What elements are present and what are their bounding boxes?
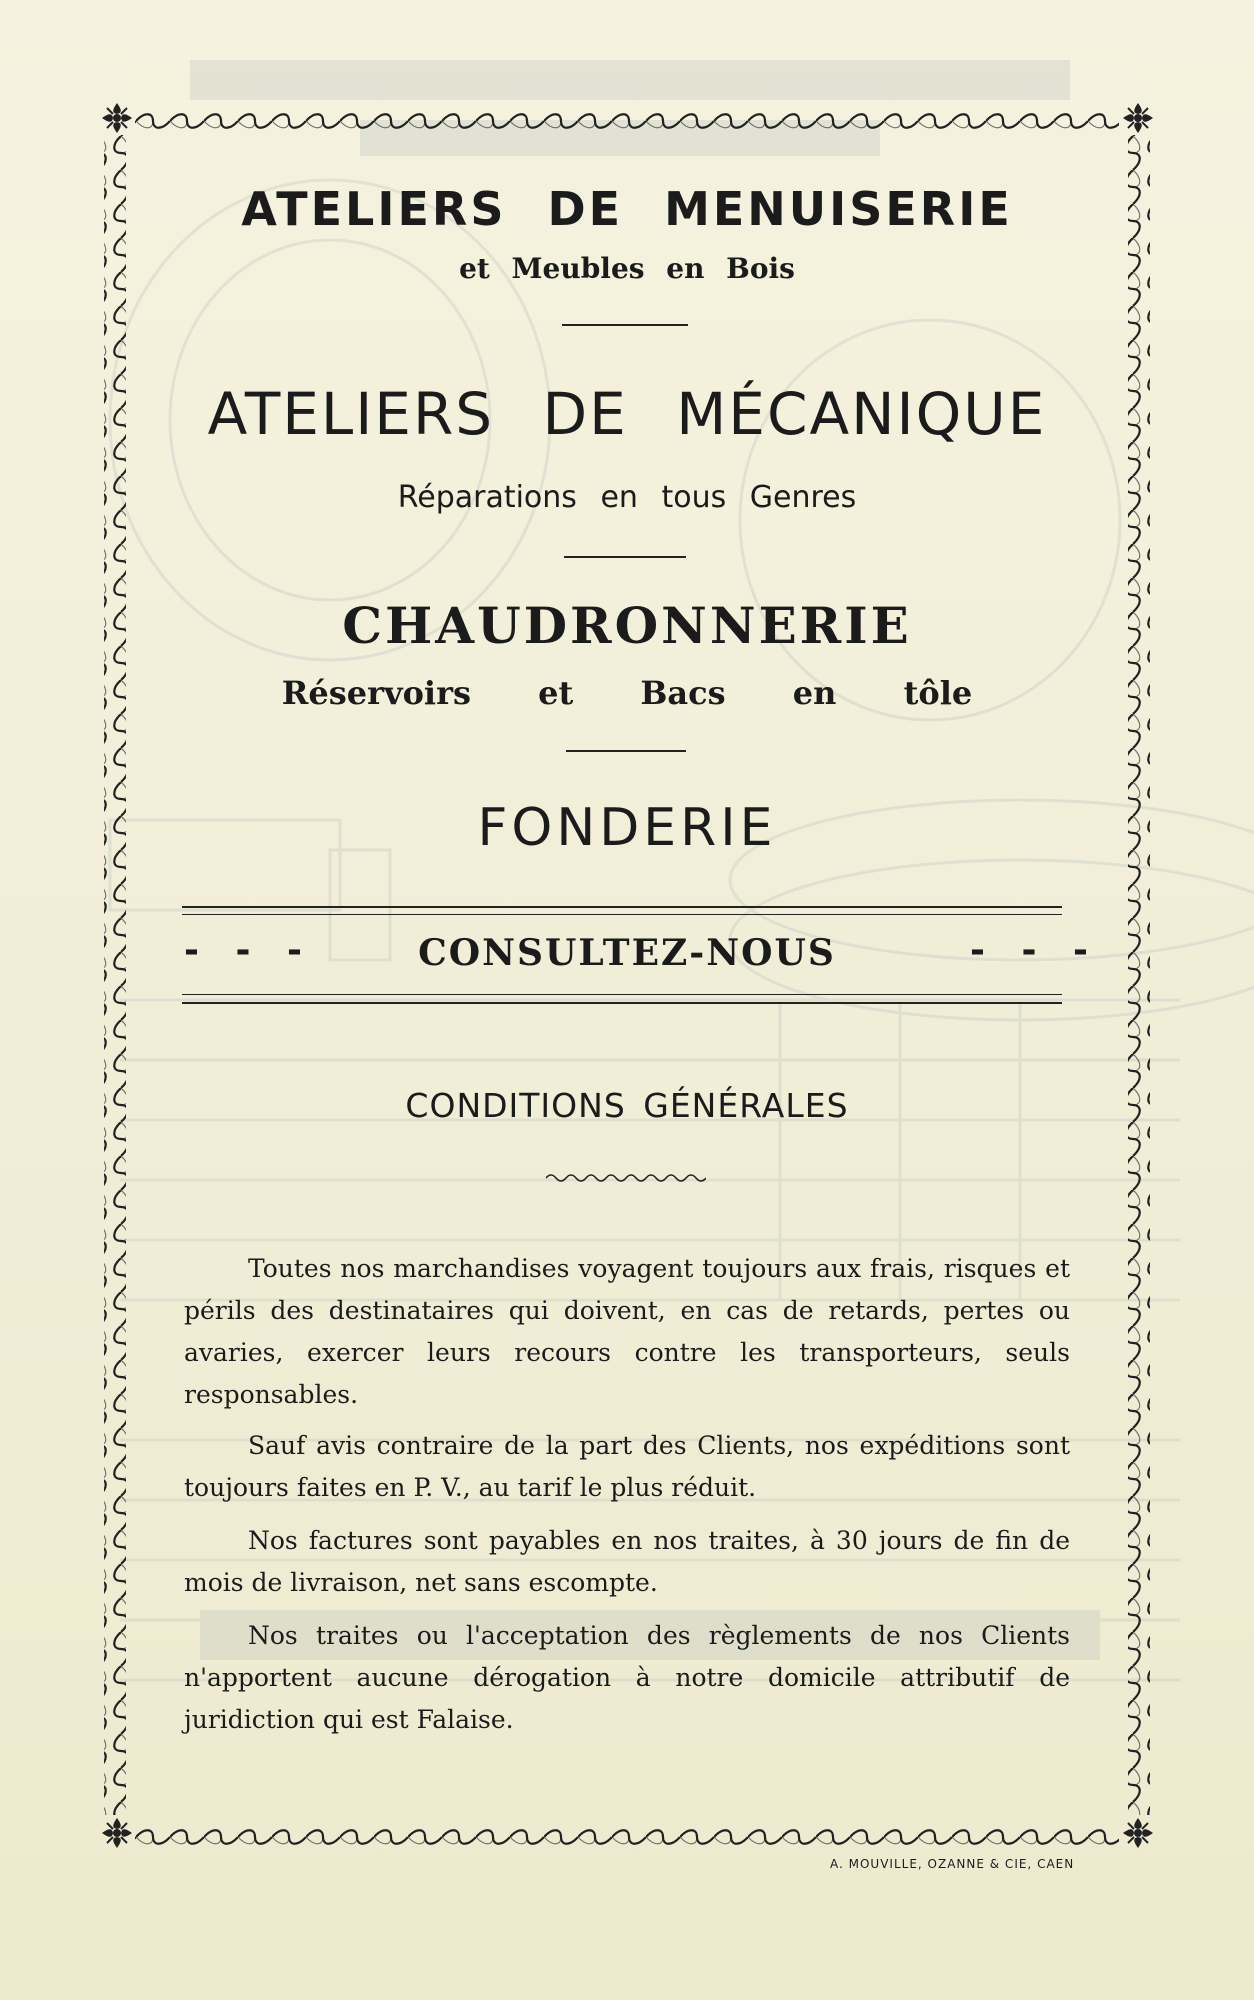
consult-label: CONSULTEZ-NOUS [418, 932, 836, 974]
condition-paragraph-transport: Toutes nos marchandises voyagent toujours aux frais, risques et périls des destinataires qui doivent, en cas de retards, pertes ou avaries, exercer leurs recours contre les transporteurs, seuls responsables. [184, 1254, 1070, 1409]
condition-paragraph-shipping: Sauf avis contraire de la part des Clients, nos expéditions sont toujours faites en P. V., au tarif le plus réduit. [184, 1431, 1070, 1502]
double-rule-bottom-thin [182, 994, 1062, 995]
divider-rule [564, 556, 686, 558]
consult-dashes-left: - - - [184, 930, 314, 971]
heading-mecanique: ATELIERS DE MÉCANIQUE [207, 380, 1047, 448]
divider-rule [562, 324, 688, 326]
printer-credit: A. MOUVILLE, OZANNE & CIE, CAEN [830, 1857, 1075, 1871]
conditions-title: CONDITIONS GÉNÉRALES [405, 1086, 849, 1125]
double-rule-top-thin [182, 914, 1062, 915]
subheading-chaudronnerie: Réservoirs et Bacs en tôle [281, 674, 973, 712]
wavy-divider [546, 1172, 706, 1184]
divider-rule [566, 750, 686, 752]
condition-paragraph-invoices: Nos factures sont payables en nos traites, à 30 jours de fin de mois de livraison, net sans escompte. [184, 1526, 1070, 1597]
heading-chaudronnerie: CHAUDRONNERIE [342, 596, 912, 655]
subheading-menuiserie: et Meubles en Bois [459, 252, 795, 285]
advertisement-body [150, 150, 1104, 1800]
double-rule-bottom [182, 1002, 1062, 1004]
heading-fonderie: FONDERIE [477, 798, 777, 858]
consult-dashes-right: - - - [970, 930, 1100, 971]
subheading-mecanique: Réparations en tous Genres [397, 480, 857, 515]
heading-menuiserie: ATELIERS DE MENUISERIE [241, 182, 1013, 236]
condition-paragraph-jurisdiction: Nos traites ou l'acceptation des règlements de nos Clients n'apportent aucune dérogation à notre domicile attributif de juridiction qui est Falaise. [184, 1621, 1070, 1734]
double-rule-top [182, 906, 1062, 908]
